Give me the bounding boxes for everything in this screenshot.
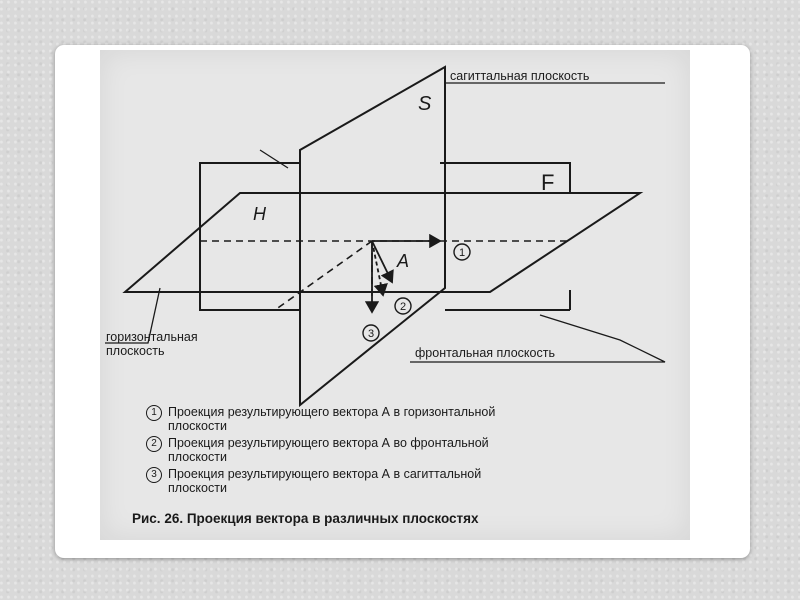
svg-text:2: 2 — [399, 301, 407, 313]
marker-1 — [454, 244, 470, 260]
horizontal-plane-label: горизонтальная плоскость — [106, 330, 198, 358]
legend-text: Проекция результирующего вектора А во фронтальной плоскости — [168, 436, 489, 464]
letter-f: F — [541, 170, 555, 195]
legend-item-1 — [146, 405, 666, 433]
letter-s: S — [418, 93, 432, 115]
legend-item-2 — [146, 436, 666, 464]
svg-text:3: 3 — [367, 328, 375, 340]
figure-caption: Рис. 26. Проекция вектора в различных плоскостях — [132, 511, 479, 526]
frontal-plane-label: фронтальная плоскость — [415, 346, 555, 360]
legend — [146, 405, 666, 498]
legend-number: 1 — [146, 405, 162, 421]
vector-a-label: A — [397, 251, 410, 271]
legend-number: 2 — [146, 436, 162, 452]
frontal-plane — [200, 163, 570, 310]
letter-h: H — [253, 204, 266, 224]
marker-3 — [363, 325, 379, 341]
vector-a-arrow — [372, 241, 392, 282]
sagittal-plane-label: сагиттальная плоскость — [450, 69, 590, 83]
legend-text: Проекция результирующего вектора А в горизонтальной плоскости — [168, 405, 496, 433]
legend-number: 3 — [146, 467, 162, 483]
marker-2 — [395, 298, 411, 314]
svg-text:1: 1 — [458, 247, 466, 259]
horizontal-plane — [125, 193, 640, 292]
label-pointers — [105, 83, 665, 362]
frontal-projection-arrow — [372, 241, 383, 295]
legend-item-3 — [146, 467, 666, 495]
legend-text: Проекция результирующего вектора А в сагиттальной плоскости — [168, 467, 482, 495]
